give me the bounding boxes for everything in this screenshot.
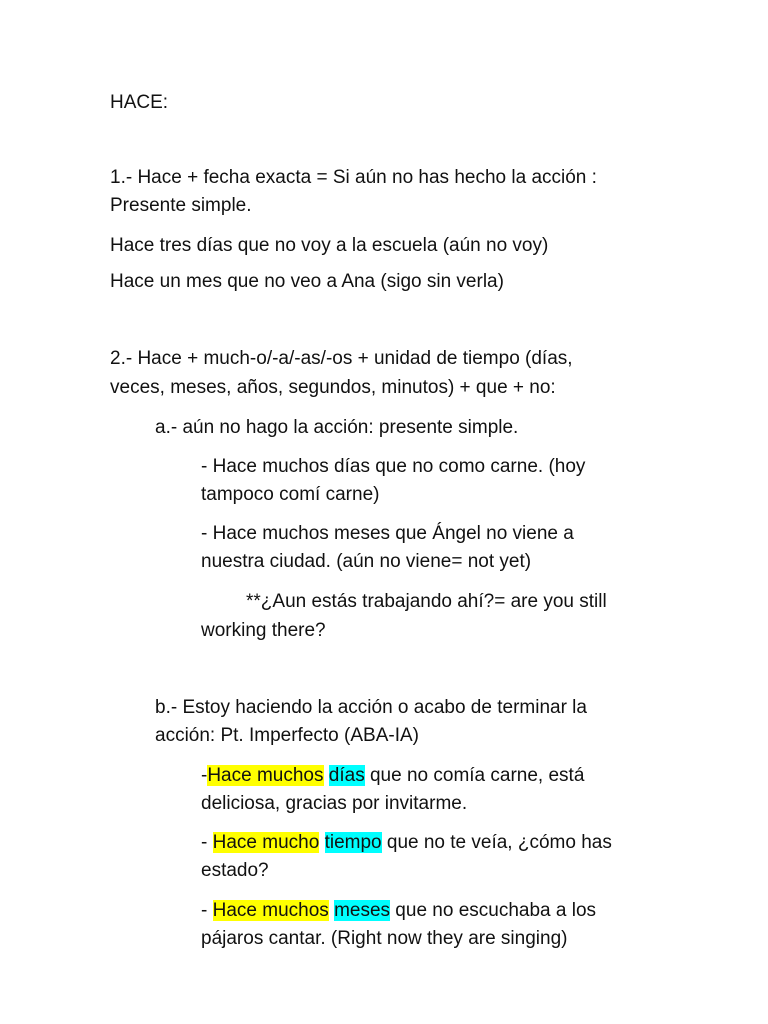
section2b-label-line1: b.- Estoy haciendo la acción o acabo de terminar la	[155, 697, 587, 718]
section2b-example1-line1	[201, 762, 584, 790]
highlight-yellow-text: Hace muchos	[207, 765, 324, 786]
highlight-cyan-text: meses	[334, 900, 391, 921]
section1-rule-line2: Presente simple.	[110, 195, 252, 216]
section2b-label-line2: acción: Pt. Imperfecto (ABA-IA)	[155, 725, 419, 746]
section1-example2: Hace un mes que no veo a Ana (sigo sin verla)	[110, 271, 504, 292]
section2a-example1-line2: tampoco comí carne)	[201, 484, 380, 505]
section2b-example2-line2: estado?	[201, 860, 269, 881]
section2b-example3-line2: pájaros cantar. (Right now they are singing)	[201, 928, 568, 949]
space	[324, 765, 329, 786]
section2b-example2-line1	[201, 829, 612, 857]
section2b-example3-line1	[201, 897, 596, 925]
heading: HACE:	[110, 92, 169, 113]
section2a-example2-line1: - Hace muchos meses que Ángel no viene a	[201, 523, 574, 544]
highlight-cyan-text: días	[328, 765, 365, 786]
section2b-example1-line2: deliciosa, gracias por invitarme.	[201, 793, 468, 814]
section2a-example1-line1: - Hace muchos días que no como carne. (hoy	[201, 456, 586, 477]
section2-rule-line2: veces, meses, años, segundos, minutos) + que + no:	[110, 377, 556, 398]
example3-prefix: -	[201, 900, 213, 921]
section1-example1: Hace tres días que no voy a la escuela (aún no voy)	[110, 235, 549, 256]
example2-rest: que no te veía, ¿cómo has	[381, 832, 612, 853]
example2-prefix: -	[201, 832, 213, 853]
example3-rest: que no escuchaba a los	[390, 900, 597, 921]
section2a-note-line1: **¿Aun estás trabajando ahí?= are you still	[246, 591, 607, 612]
highlight-cyan-text: tiempo	[324, 832, 382, 853]
example1-rest: que no comía carne, está	[364, 765, 585, 786]
highlight-yellow-text: Hace mucho	[212, 832, 320, 853]
highlight-yellow-text: Hace muchos	[212, 900, 329, 921]
example1-prefix: -	[201, 765, 208, 786]
section2a-note-line2: working there?	[201, 620, 326, 641]
space	[319, 832, 324, 853]
section2a-example2-line2: nuestra ciudad. (aún no viene= not yet)	[201, 551, 532, 572]
section2-rule-line1: 2.- Hace + much-o/-a/-as/-os + unidad de tiempo (días,	[110, 348, 573, 369]
section1-rule-line1: 1.- Hace + fecha exacta = Si aún no has hecho la acción :	[110, 167, 597, 188]
section2a-label: a.- aún no hago la acción: presente simple.	[155, 417, 519, 438]
